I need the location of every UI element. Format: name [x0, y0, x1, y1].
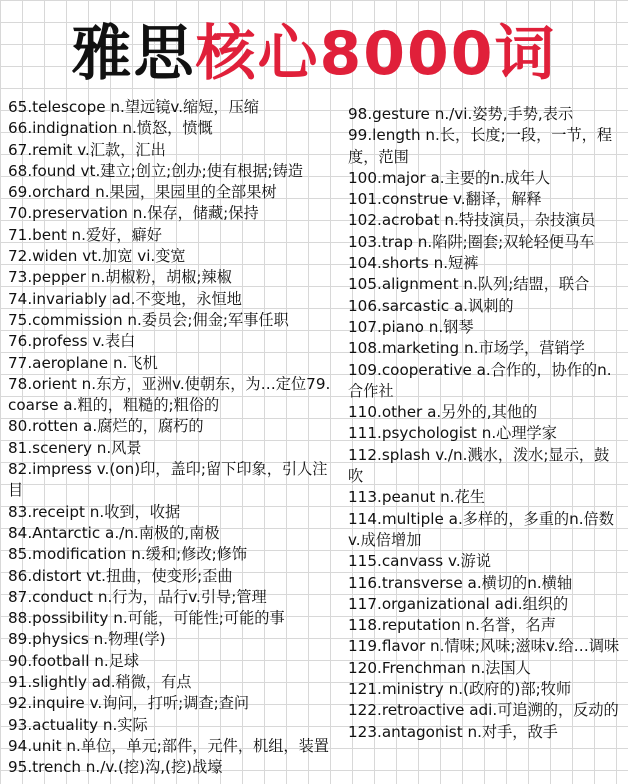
- vocab-entry: 93.actuality n.实际: [8, 715, 148, 734]
- vocab-entry: 114.multiple a.多样的，多重的n.倍数v.成倍增加: [348, 509, 614, 549]
- vocab-entry: 103.trap n.陷阱;圈套;双轮轻便马车: [348, 232, 595, 251]
- vocab-entry: 121.ministry n.(政府的)部;牧师: [348, 680, 572, 699]
- left-column: [8, 97, 338, 779]
- vocab-entry: 72.widen vt.加宽 vi.变宽: [8, 247, 186, 266]
- vocab-entry: 116.transverse a.横切的n.横轴: [348, 573, 573, 592]
- vocab-entry: 98.gesture n./vi.姿势,手势,表示: [348, 105, 574, 123]
- vocab-entry: 69.orchard n.果园，果园里的全部果树: [8, 183, 277, 202]
- vocab-entry: 111.psychologist n.心理学家: [348, 424, 557, 443]
- vocab-entry: 99.length n.长，长度;一段，一节，程度，范围: [348, 126, 613, 166]
- vocab-entry: 92.inquire v.询问，打听;调查;查问: [8, 694, 250, 713]
- title-part2: 核心8000词: [195, 19, 557, 89]
- vocab-entry: 68.found vt.建立;创立;创办;使有根据;铸造: [8, 161, 303, 180]
- vocab-entry: 66.indignation n.愤怒，愤慨: [8, 119, 213, 138]
- vocab-entry: 78.orient n.东方，亚洲v.使朝东，为…定位79.coarse a.粗的，粗糙的;粗俗的: [8, 374, 331, 415]
- vocab-entry: 76.profess v.表白: [8, 332, 136, 351]
- vocab-entry: 84.Antarctic a./n.南极的,南极: [8, 523, 220, 542]
- vocab-entry: 65.telescope n.望远镜v.缩短，压缩: [8, 98, 259, 116]
- vocab-entry: 112.splash v./n.溅水，泼水;显示，鼓吹: [348, 445, 610, 486]
- vocab-entry: 113.peanut n.花生: [348, 488, 485, 507]
- vocab-entry: 77.aeroplane n.飞机: [8, 353, 158, 372]
- vocab-entry: 115.canvass v.游说: [348, 552, 492, 571]
- vocab-entry: 67.remit v.汇款，汇出: [8, 140, 166, 159]
- vocab-entry: 81.scenery n.风景: [8, 438, 142, 457]
- vocab-entry: 73.pepper n.胡椒粉，胡椒;辣椒: [8, 268, 232, 287]
- vocab-entry: 117.organizational adi.组织的: [348, 594, 569, 613]
- vocab-entry: 119.flavor n.情味;风味;滋味v.给…调味: [348, 637, 620, 656]
- vocab-entry: 74.invariably ad.不变地，永恒地: [8, 289, 242, 308]
- vocab-entry: 106.sarcastic a.讽刺的: [348, 296, 514, 315]
- vocab-entry: 100.major a.主要的n.成年人: [348, 168, 551, 187]
- vocab-entry: 89.physics n.物理(学): [8, 630, 166, 649]
- vocab-entry: 88.possibility n.可能，可能性;可能的事: [8, 609, 285, 628]
- vocab-entry: 101.construe v.翻译，解释: [348, 190, 542, 209]
- right-column: [348, 104, 624, 743]
- vocab-entry: 94.unit n.单位，单元;部件，元件，机组，装置95.trench n./v.(挖)沟,(挖)战壕: [8, 736, 329, 777]
- page-title: [0, 6, 628, 92]
- vocab-entry: 105.alignment n.队列;结盟，联合: [348, 275, 590, 294]
- vocab-entry: 80.rotten a.腐烂的，腐朽的: [8, 417, 204, 436]
- vocab-entry: 107.piano n.钢琴: [348, 317, 474, 336]
- vocab-entry: 104.shorts n.短裤: [348, 254, 479, 273]
- vocab-entry: 75.commission n.委员会;佣金;军事任职: [8, 310, 289, 329]
- vocab-entry: 120.Frenchman n.法国人: [348, 658, 531, 677]
- vocab-entry: 123.antagonist n.对手，敌手: [348, 722, 558, 741]
- title-part1: 雅思: [71, 19, 196, 89]
- vocab-entry: 87.conduct n.行为，品行v.引导;管理: [8, 587, 267, 606]
- vocab-entry: 110.other a.另外的,其他的: [348, 403, 538, 422]
- vocab-entry: 90.football n.足球: [8, 651, 140, 670]
- vocab-entry: 102.acrobat n.特技演员，杂技演员: [348, 211, 596, 230]
- vocab-entry: 109.cooperative a.合作的，协作的n.合作社: [348, 360, 612, 400]
- vocab-entry: 71.bent n.爱好，癖好: [8, 225, 162, 244]
- vocab-entry: 70.preservation n.保存，储藏;保持: [8, 204, 259, 223]
- vocab-entry: 83.receipt n.收到，收据: [8, 502, 181, 521]
- vocab-entry: 86.distort vt.扭曲，使变形;歪曲: [8, 566, 233, 585]
- vocab-entry: 118.reputation n.名誉，名声: [348, 616, 556, 635]
- vocab-entry: 122.retroactive adi.可追溯的，反动的: [348, 701, 619, 720]
- vocab-entry: 85.modification n.缓和;修改;修饰: [8, 545, 248, 564]
- vocab-entry: 91.slightly ad.稍微，有点: [8, 673, 192, 692]
- vocab-entry: 82.impress v.(on)印，盖印;留下印象，引人注目: [8, 460, 328, 500]
- vocab-entry: 108.marketing n.市场学，营销学: [348, 339, 585, 358]
